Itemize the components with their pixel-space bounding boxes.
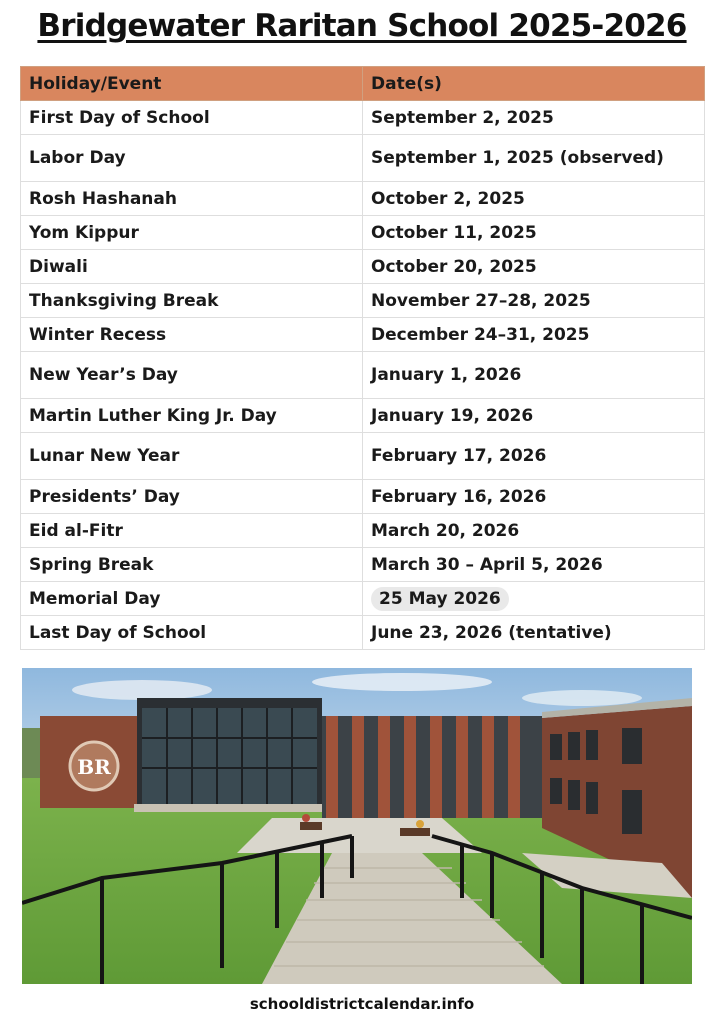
date-cell: January 19, 2026 [363, 399, 705, 433]
page-title: Bridgewater Raritan School 2025-2026 [37, 8, 687, 44]
date-cell: June 23, 2026 (tentative) [363, 616, 705, 650]
table-row [21, 318, 705, 352]
date-cell: January 1, 2026 [363, 352, 705, 399]
table-row [21, 616, 705, 650]
event-cell: Winter Recess [21, 318, 363, 352]
event-cell: Memorial Day [21, 582, 363, 616]
event-cell: Rosh Hashanah [21, 182, 363, 216]
table-row [21, 548, 705, 582]
event-cell: Last Day of School [21, 616, 363, 650]
event-cell: Diwali [21, 250, 363, 284]
event-cell: First Day of School [21, 101, 363, 135]
table-row [21, 216, 705, 250]
table-row [21, 399, 705, 433]
table-row [21, 135, 705, 182]
table-row [21, 514, 705, 548]
column-header-dates: Date(s) [363, 67, 705, 101]
event-cell: Labor Day [21, 135, 363, 182]
date-cell: November 27–28, 2025 [363, 284, 705, 318]
date-cell: March 30 – April 5, 2026 [363, 548, 705, 582]
event-cell: Thanksgiving Break [21, 284, 363, 318]
table-row [21, 182, 705, 216]
table-row [21, 352, 705, 399]
date-highlight-pill: 25 May 2026 [371, 587, 509, 611]
school-building-rendering [22, 668, 692, 984]
date-cell: December 24–31, 2025 [363, 318, 705, 352]
table-header-row [21, 67, 705, 101]
table-row [21, 101, 705, 135]
date-cell: September 1, 2025 (observed) [363, 135, 705, 182]
table-row [21, 480, 705, 514]
event-cell: Lunar New Year [21, 433, 363, 480]
table-row [21, 582, 705, 616]
date-cell: February 17, 2026 [363, 433, 705, 480]
date-cell: October 11, 2025 [363, 216, 705, 250]
table-row [21, 433, 705, 480]
column-header-event: Holiday/Event [21, 67, 363, 101]
date-cell: February 16, 2026 [363, 480, 705, 514]
event-cell: New Year’s Day [21, 352, 363, 399]
date-cell: October 20, 2025 [363, 250, 705, 284]
date-cell [363, 582, 705, 616]
table-row [21, 284, 705, 318]
date-cell: March 20, 2026 [363, 514, 705, 548]
event-cell: Yom Kippur [21, 216, 363, 250]
school-logo-text: BR [77, 755, 111, 779]
event-cell: Spring Break [21, 548, 363, 582]
date-cell: October 2, 2025 [363, 182, 705, 216]
event-cell: Eid al-Fitr [21, 514, 363, 548]
event-cell: Presidents’ Day [21, 480, 363, 514]
holiday-table [20, 66, 705, 650]
footer-source: schooldistrictcalendar.info [249, 995, 475, 1013]
table-row [21, 250, 705, 284]
event-cell: Martin Luther King Jr. Day [21, 399, 363, 433]
date-cell: September 2, 2025 [363, 101, 705, 135]
